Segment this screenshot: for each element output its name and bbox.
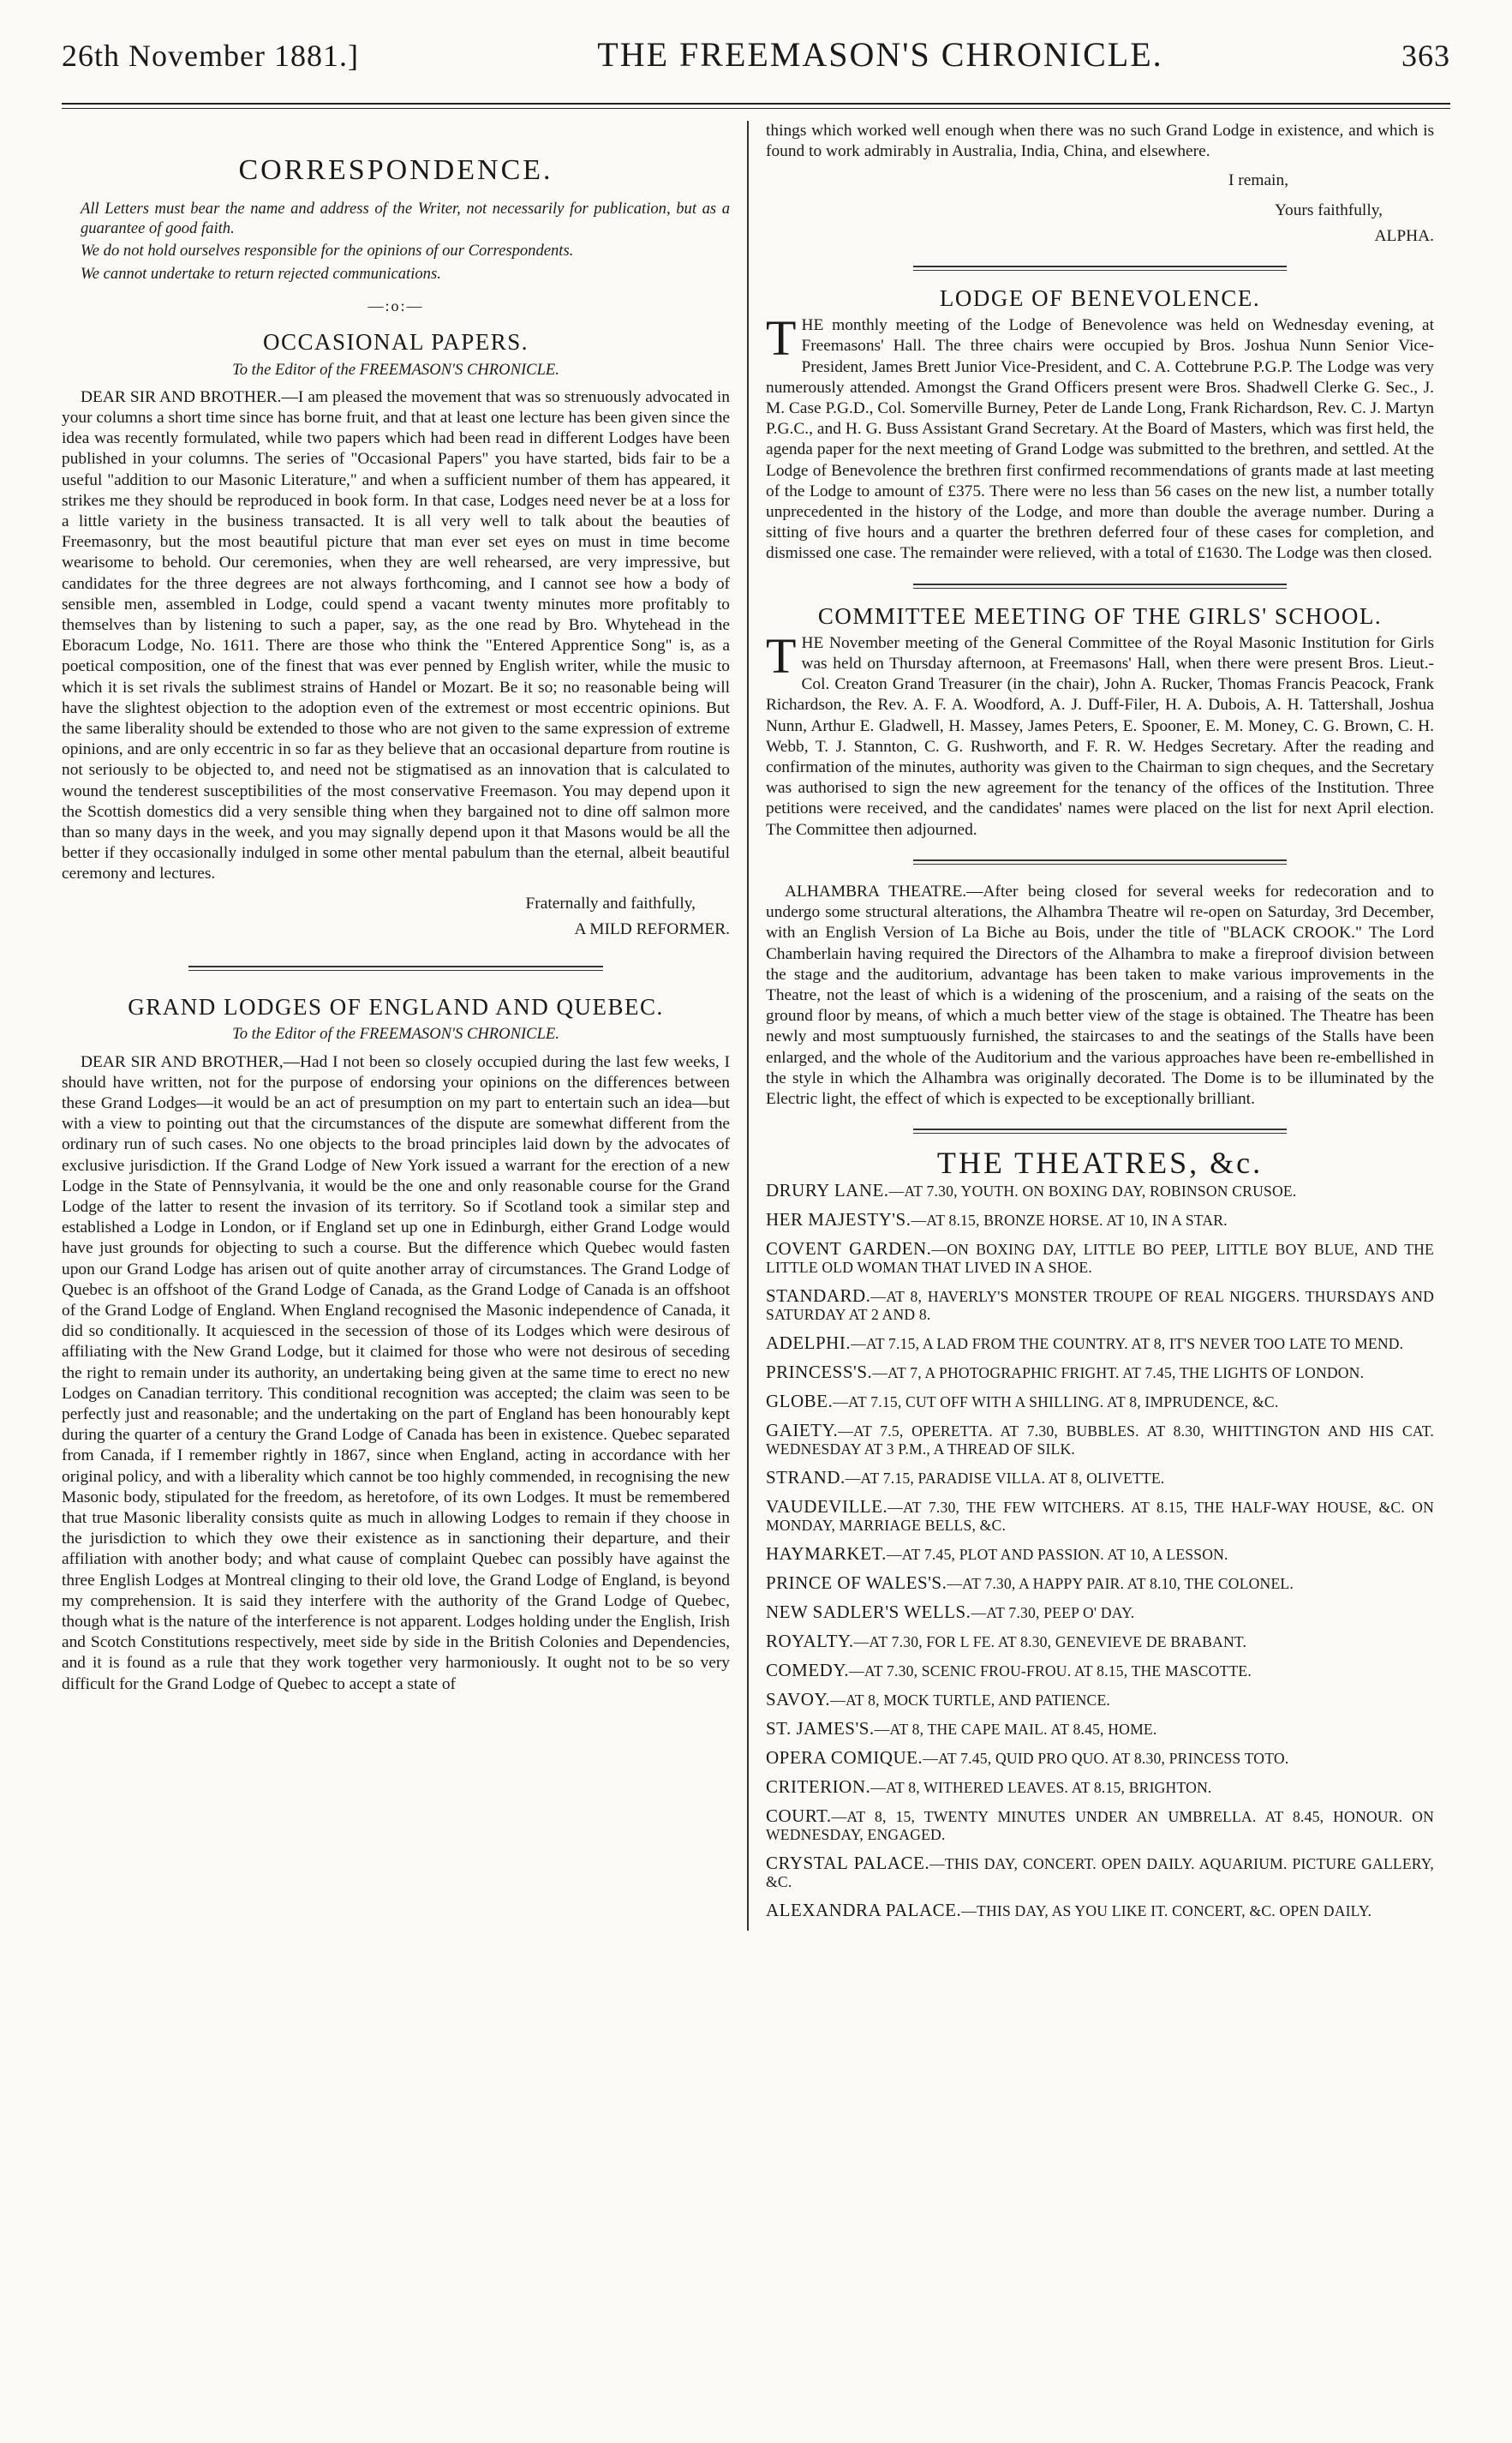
theatre-detail: —AT 8.15, BRONZE HORSE. AT 10, IN A STAR. [911, 1212, 1228, 1230]
list-item [766, 1182, 1434, 1201]
theatre-name: STRAND. [766, 1467, 846, 1488]
theatre-name: PRINCESS'S. [766, 1362, 873, 1383]
list-item [766, 1720, 1434, 1739]
section-divider [188, 966, 603, 971]
list-item [766, 1854, 1434, 1891]
theatre-detail: —AT 7.30, SCENIC FROU-FROU. AT 8.15, THE MASCOTTE. [849, 1662, 1252, 1680]
masthead [62, 34, 1450, 94]
theatre-detail: —ON BOXING DAY, LITTLE BO PEEP, LITTLE BOY BLUE, AND THE LITTLE OLD WOMAN THAT LIVED IN A SHOE. [766, 1241, 1435, 1277]
list-item [766, 1749, 1434, 1768]
occasional-signoff: Fraternally and faithfully, [525, 894, 696, 913]
occasional-to-editor: To the Editor of the FREEMASON'S CHRONICLE. [232, 360, 559, 379]
list-item [766, 1778, 1434, 1797]
section-divider [913, 584, 1288, 589]
section-divider [913, 1129, 1288, 1134]
theatre-name: GAIETY. [766, 1420, 839, 1441]
theatre-name: PRINCE OF WALES'S. [766, 1572, 947, 1594]
theatres-heading: THE THEATRES, &c. [936, 1146, 1264, 1181]
theatre-name: SAVOY. [766, 1689, 831, 1710]
theatre-detail: —AT 7.30, FOR L FE. AT 8.30, GENEVIEVE DE BRABANT. [853, 1633, 1247, 1651]
theatre-name: GLOBE. [766, 1391, 834, 1412]
notice-1: All Letters must bear the name and address of the Writer, not necessarily for publication, but as a guarantee of good faith. [81, 200, 730, 237]
theatre-detail: —AT 8, THE CAPE MAIL. AT 8.45, HOME. [874, 1721, 1157, 1739]
theatre-detail: —THIS DAY, CONCERT. OPEN DAILY. AQUARIUM. PICTURE GALLERY, &C. [766, 1855, 1434, 1891]
separator: —:o:— [368, 297, 424, 315]
theatre-name: ADELPHI. [766, 1332, 852, 1354]
theatre-detail: —AT 8, 15, TWENTY MINUTES UNDER AN UMBRELLA. AT 8.45, HONOUR. ON WEDNESDAY, ENGAGED. [766, 1808, 1434, 1844]
theatre-detail: —AT 7.15, CUT OFF WITH A SHILLING. AT 8, IMPRUDENCE, &C. [833, 1393, 1279, 1411]
newspaper-title: THE FREEMASON'S CHRONICLE. [597, 35, 1163, 74]
list-item [766, 1807, 1434, 1844]
section-divider [913, 859, 1288, 865]
benevolence-text: HE monthly meeting of the Lodge of Benevolence was held on Wednesday evening, at Freemasons' Hall. The three chairs were occupied by Bros. Joshua Nunn Senior Vice-President, James Brett Junior Vice-President, and C. A. Cottebrune P.G.P. The Lodge was very numerously attended. Amongst the Grand Officers present were Bros. Shadwell Clerke G. Sec., J. M. Case P.G.D., Col. Somerville Burney, Peter de Lande Long, Frank Richardson, Rev. C. J. Martyn P.G.C., and H. G. Buss Assistant Grand Secretary. At the Board of Masters, which was first held, the agenda paper for the next meeting of Grand Lodge was submitted to the brethren, and settled. At the Lodge of Benevolence the brethren first confirmed recommendations of grants made at last meeting of the Lodge to amount of £375. There were no less than 56 cases on the new list, a number totally unprecedented in the history of the Lodge, and more than double the average number. During a sitting of five hours and a quarter the brethren deferred four of these cases for completion, and dismissed one case. The remainder were relieved, with a total of £1630. The Lodge was then closed. [766, 316, 1435, 563]
benevolence-body [766, 310, 1435, 564]
alhambra-text: —After being closed for several weeks for redecoration and to undergo some structural alterations, the Alhambra Theatre wil re-open on Saturday, 3rd December, with an English Version of La Biche au Bois, under the title of "BLACK CROOK." The Lord Chamberlain having required the Directors of the Alhambra to make a fireproof division between the stage and the auditorium, advantage has been taken to make various improvements in the Theatre, not the least of which is a widening of the proscenium, and a raising of the seats on the ground floor by means, of which a much better view of the stage is obtained. The Theatre has been newly and most sumptuously furnished, the staircases to and the seatings of the Stalls have been enlarged, and the whole of the Auditorium and the various approaches have been re-embellished in the style in which the Alhambra was originally decorated. The Dome is to be illuminated by the Electric light, the effect of which is expected to be exceptionally brilliant. [766, 882, 1434, 1108]
grand-to-editor: To the Editor of the FREEMASON'S CHRONICLE. [232, 1025, 559, 1044]
dropcap: T [766, 627, 797, 684]
list-item [766, 1392, 1434, 1411]
grand-letter-body: DEAR SIR AND BROTHER,—Had I not been so closely occupied during the last few weeks, I should have written, not for the purpose of endorsing your opinions on the differences between these Grand Lodges—it would be an act of presumption on my part to entertain such an idea—but with a view to pointing out that the circumstances of the dispute are somewhat different from the ordinary run of such cases. No one objects to the broad principles laid down by the advocates of exclusive jurisdiction. If the Grand Lodge of New York issued a warrant for the erection of a new Lodge in the State of Pennsylvania, it would be the one and only reasonable course for the Grand Lodge of the latter to resent the invasion of its territory. So if Scotland took a similar step and established a Lodge in London, or if England set up one in Edinburgh, either Grand Lodge would have just grounds for objecting to such a course. But the difference which Quebec would fasten upon our Grand Lodge has arisen out of quite another array of circumstances. The Grand Lodge of Quebec is an offshoot of the Grand Lodge of Canada, as the Grand Lodge of Canada is an offshoot of the Grand Lodge of England. When England recognised the Masonic independence of Canada, it did so conditionally. It acquiesced in the secession of those of its Lodges which were desirous of affiliating with the New Grand Lodge, but it claimed for those who were not desirous of seceding the right to remain under its authority, an undertaking being given at the same time to erect no new Lodges on Canadian territory. This conditional recognition was accepted; the claim was seen to be perfectly just and reasonable; and the undertaking on the part of England has been honourably kept during the quarter of a century the Grand Lodge of Canada has been in existence. Quebec separated from Canada, if I remember rightly in 1867, since when England, acting in accordance with her original policy, and with a liberality which cannot be too highly commended, in recognising the new Masonic body, stipulated for the freedom, as heretofore, of its own Lodges. It must be remembered that true Masonic liberality consists quite as much in allowing Lodges to remain if they choose in the jurisdiction to which they owe their existence as in sanctioning their departure, and their affiliation with another body; and what cause of complaint Quebec can possibly have against the three English Lodges at Montreal clinging to their old love, the Grand Lodge of England, is beyond my comprehension. It is said they interfere with the authority of the Grand Lodge of Quebec, though what is the nature of the interference is not apparent. Lodges holding under the English, Irish and Scotch Constitutions respectively, meet side by side in the British Colonies and Dependencies, and it is found as a rule that they work together very harmoniously. It ought not to be so very difficult for the Grand Lodge of Quebec to accept a state of [62, 1052, 730, 1693]
remain-line: I remain, [1228, 171, 1288, 190]
theatre-detail: —AT 8, WITHERED LEAVES. AT 8.15, BRIGHTON. [870, 1779, 1212, 1797]
theatre-name: CRYSTAL PALACE. [766, 1853, 930, 1874]
right-column [749, 121, 1434, 1931]
theatre-detail: —AT 7.30, A HAPPY PAIR. AT 8.10, THE COLONEL. [947, 1575, 1294, 1593]
theatre-name: COMEDY. [766, 1660, 850, 1681]
theatre-name: COVENT GARDEN. [766, 1238, 932, 1260]
list-item [766, 1691, 1434, 1710]
dropcap: T [766, 310, 797, 367]
theatre-detail: —AT 8, HAVERLY'S MONSTER TROUPE OF REAL NIGGERS. THURSDAYS AND SATURDAY AT 2 AND 8. [766, 1288, 1434, 1324]
columns [62, 121, 1450, 1931]
theatre-detail: —AT 7.5, OPERETTA. AT 7.30, BUBBLES. AT 8.30, WHITTINGTON AND HIS CAT. WEDNESDAY AT 3 P.M., A THREAD OF SILK. [766, 1422, 1434, 1458]
list-item [766, 1211, 1434, 1230]
theatre-detail: —AT 7.30, THE FEW WITCHERS. AT 8.15, THE HALF-WAY HOUSE, &C. ON MONDAY, MARRIAGE BELLS, &C. [766, 1499, 1434, 1535]
section-divider [913, 266, 1288, 271]
list-item [766, 1363, 1434, 1382]
notice-2: We do not hold ourselves responsible for the opinions of our Correspondents. [81, 242, 574, 260]
theatre-name: DRURY LANE. [766, 1180, 889, 1201]
left-column [62, 121, 747, 1931]
theatre-detail: —AT 7.30, PEEP O' DAY. [971, 1604, 1135, 1622]
theatre-detail: —AT 7.45, PLOT AND PASSION. AT 10, A LESSON. [886, 1546, 1228, 1564]
theatre-detail: —THIS DAY, AS YOU LIKE IT. CONCERT, &C. OPEN DAILY. [961, 1902, 1372, 1920]
theatre-detail: —AT 7.30, YOUTH. ON BOXING DAY, ROBINSON CRUSOE. [888, 1183, 1297, 1201]
theatre-detail: —AT 7.45, QUID PRO QUO. AT 8.30, PRINCESS TOTO. [923, 1750, 1289, 1768]
occasional-signature: A MILD REFORMER. [574, 919, 730, 938]
list-item [766, 1422, 1434, 1458]
theatre-detail: —AT 7, A PHOTOGRAPHIC FRIGHT. AT 7.45, THE LIGHTS OF LONDON. [872, 1364, 1365, 1382]
girls-school-body [766, 627, 1434, 841]
theatre-name: COURT. [766, 1805, 832, 1827]
theatre-detail: —AT 7.15, PARADISE VILLA. AT 8, OLIVETTE. [845, 1470, 1165, 1488]
yours-line: Yours faithfully, [1274, 201, 1383, 219]
header-rule [62, 103, 1450, 109]
theatre-name: OPERA COMIQUE. [766, 1747, 923, 1769]
correspondence-heading: CORRESPONDENCE. [238, 154, 553, 186]
theatre-name: CRITERION. [766, 1776, 871, 1798]
theatre-list [766, 1182, 1434, 1920]
alpha-signature: ALPHA. [1374, 226, 1434, 245]
list-item [766, 1469, 1434, 1488]
theatre-name: NEW SADLER'S WELLS. [766, 1602, 971, 1623]
theatre-name: HER MAJESTY'S. [766, 1209, 911, 1230]
occasional-letter-body: DEAR SIR AND BROTHER.—I am pleased the movement that was so strenuously advocated in your columns a short time since has borne fruit, and that at least one lecture has been given since the idea was recently formulated, while two papers which had been read in different Lodges have been published in your columns. The series of "Occasional Papers" you have started, bids fair to be a useful "addition to our Masonic Literature," and when a sufficient number of them has appeared, it strikes me they should be reproduced in book form. In that case, Lodges need never be at a loss for a little variety in the business transacted. It is all very well to talk about the beauties of Freemasonry, but the most beautiful picture that man ever set eyes on must in time become wearisome to behold. Our ceremonies, when they are well rehearsed, are very impressive, but candidates for the three degrees are not always forthcoming, and I cannot see how a body of sensible men, assembled in Lodge, could spend a vacant twenty minutes more profitably to themselves than by listening to such a paper, say, as the one read by Bro. Whytehead in the Eboracum Lodge, No. 1611. There are those who think the "Entered Apprentice Song" is, as a poetical composition, one of the finest that was ever penned by English writer, while the music to which it is set rivals the sublimest strains of Handel or Mozart. Be it so; no reasonable being will have the slightest objection to the adoption even of the extremest or most eccentric opinions. But the same liberality should be extended to those who are not given to the same expression of extreme opinions, and are only eccentric in so far as they believe that an occasional departure from routine is not seriously to be objected to, and need not be stigmatised as an innovation that is calculated to wound the tenderest susceptibilities of the most conservative Freemason. You may depend upon it the Scottish domestics did a very sensible thing when they bargained not to dine off salmon more than so many days in the week, and you may signally depend upon it that Masons would be all the better if they occasionally indulged in some other mental pabulum than the eternal, albeit beautiful ceremony and lectures. [62, 387, 730, 883]
list-item [766, 1662, 1434, 1680]
list-item [766, 1545, 1434, 1564]
theatre-name: VAUDEVILLE. [766, 1496, 888, 1518]
theatre-name: ST. JAMES'S. [766, 1718, 875, 1739]
theatre-name: ROYALTY. [766, 1631, 854, 1652]
list-item [766, 1240, 1434, 1277]
list-item [766, 1498, 1434, 1535]
list-item [766, 1901, 1434, 1920]
girls-school-heading: COMMITTEE MEETING OF THE GIRLS' SCHOOL. [817, 602, 1383, 629]
benevolence-heading: LODGE OF BENEVOLENCE. [939, 285, 1261, 312]
list-item [766, 1287, 1434, 1324]
theatre-detail: —AT 7.15, A LAD FROM THE COUNTRY. AT 8, IT'S NEVER TOO LATE TO MEND. [851, 1335, 1404, 1353]
list-item [766, 1632, 1434, 1651]
page-number: 363 [1401, 39, 1450, 73]
alhambra-notice [766, 882, 1434, 1110]
notice-3: We cannot undertake to return rejected communications. [81, 264, 441, 283]
list-item [766, 1334, 1434, 1353]
issue-date: 26th November 1881.] [62, 39, 359, 73]
theatre-detail: —AT 8, MOCK TURTLE, AND PATIENCE. [830, 1692, 1111, 1710]
list-item [766, 1574, 1434, 1593]
grand-letter-continuation: things which worked well enough when there was no such Grand Lodge in existence, and which is found to work admirably in Australia, India, China, and elsewhere. [766, 122, 1434, 161]
girls-school-text: HE November meeting of the General Committee of the Royal Masonic Institution for Girls was held on Thursday afternoon, at Freemasons' Hall, when there were present Bros. Lieut.-Col. Creaton Grand Treasurer (in the chair), John A. Rucker, Thomas Francis Peacock, Frank Richardson, the Rev. A. F. A. Woodford, A. J. Duff-Filer, H. A. Dubois, A. H. Tattershall, Joshua Nunn, Arthur E. Gladwell, H. Massey, James Peters, E. Spooner, E. M. Money, C. G. Brown, C. H. Webb, T. J. Stannton, C. G. Rushworth, and F. R. W. Hedges Secretary. After the reading and confirmation of the minutes, authority was given to the Chairman to sign cheques, and the Secretary was authorised to sign the new agreement for the tenancy of the offices of the Institution. Three petitions were received, and the candidates' names were placed on the list for next April election. The Committee then adjourned. [766, 633, 1434, 839]
theatre-name: ALEXANDRA PALACE. [766, 1900, 962, 1921]
grand-lodges-heading: GRAND LODGES OF ENGLAND AND QUEBEC. [128, 994, 664, 1021]
theatre-name: STANDARD. [766, 1285, 871, 1307]
list-item [766, 1603, 1434, 1622]
theatre-name: HAYMARKET. [766, 1543, 887, 1565]
alhambra-name: ALHAMBRA THEATRE. [785, 882, 967, 901]
occasional-papers-heading: OCCASIONAL PAPERS. [262, 329, 529, 356]
